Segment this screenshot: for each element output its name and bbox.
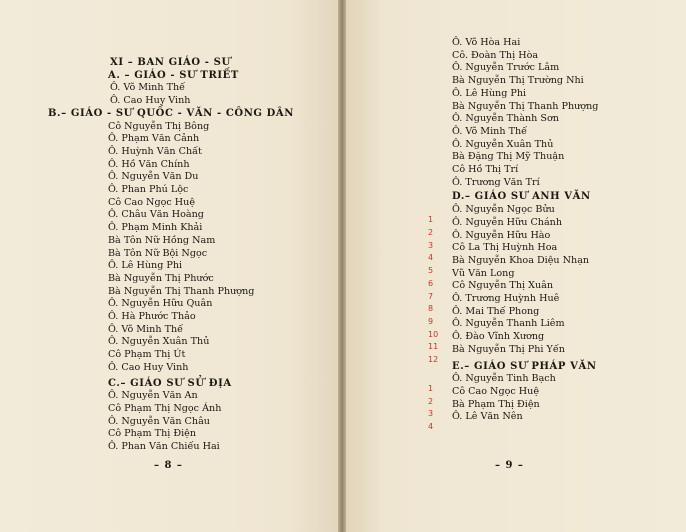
list-item: Ô. Võ Hòa Hai <box>452 37 521 48</box>
list-item: Cô Phạm Thị Út <box>108 349 186 361</box>
list-item: Bà Tôn Nữ Hồng Nam <box>108 234 216 246</box>
margin-mark: 6 <box>428 279 434 288</box>
list-item: Ô. Nguyễn Hữu Chánh <box>452 216 563 228</box>
list-item: Ô. Nguyễn Xuân Thủ <box>452 138 554 150</box>
margin-mark: 9 <box>428 317 434 326</box>
list-item: Bà Nguyễn Thị Phước <box>108 272 214 284</box>
margin-mark: 10 <box>428 330 439 339</box>
list-item: Ô. Nguyễn Xuân Thủ <box>108 336 210 348</box>
list-item: Ô. Nguyễn Tinh Bạch <box>452 373 556 385</box>
list-item: Bà Nguyễn Khoa Diệu Nhạn <box>452 254 590 266</box>
list-item: Cô La Thị Huỳnh Hoa <box>452 242 558 254</box>
list-item: Ô. Huỳnh Văn Chất <box>108 145 202 157</box>
section-d-heading: D.– GIÁO SƯ ANH VĂN <box>452 191 591 203</box>
list-item: Ô. Nguyễn Văn Châu <box>108 415 210 427</box>
list-item: Cô Cao Ngọc Huệ <box>108 196 196 208</box>
margin-mark: 5 <box>428 266 434 275</box>
left-page-text <box>48 57 333 454</box>
list-item: Ô. Nguyễn Ngọc Bửu <box>452 204 555 216</box>
section-title: XI – BAN GIÁO - SƯ <box>110 57 231 68</box>
list-item: Bà Tôn Nữ Bội Ngọc <box>108 247 208 259</box>
section-a-heading: A. – GIÁO - SƯ TRIẾT <box>108 69 239 81</box>
list-item: Cô Nguyễn Thị Xuân <box>452 280 554 292</box>
margin-mark: 3 <box>428 409 434 418</box>
list-item: Ô. Nguyễn Thanh Liêm <box>452 318 565 330</box>
list-item: Ô. Phan Phú Lộc <box>108 184 189 196</box>
left-page <box>0 0 338 532</box>
right-page <box>346 0 686 532</box>
margin-mark: 12 <box>428 355 439 364</box>
list-item: Cô Phạm Thị Điện <box>108 428 197 440</box>
list-item: Ô. Nguyễn Hữu Quân <box>108 298 213 310</box>
list-item: Ô. Mai Thế Phong <box>452 305 540 317</box>
page-number: – 9 – <box>495 460 524 471</box>
list-item: Ô. Hồ Văn Chính <box>108 158 190 170</box>
list-item: Cô Nguyễn Thị Bông <box>108 120 210 132</box>
list-item: Cô Phạm Thị Ngọc Ánh <box>108 402 222 414</box>
list-item: Ô. Võ Minh Thế <box>452 125 528 137</box>
list-item: Cô. Đoàn Thị Hòa <box>452 49 539 61</box>
margin-mark: 4 <box>428 253 434 262</box>
list-item: Ô. Nguyễn Văn Du <box>108 171 199 183</box>
list-item: Bà Nguyễn Thị Thanh Phượng <box>108 285 255 297</box>
list-item: Ô. Phạm Minh Khải <box>108 222 203 234</box>
list-item: Bà Nguyễn Thị Thanh Phượng <box>452 100 599 112</box>
list-item: Ô. Võ Minh Thế <box>108 323 184 335</box>
list-item: Ô. Lê Hùng Phi <box>108 260 183 272</box>
list-item: Vũ Văn Long <box>452 267 515 279</box>
list-item: Ô. Hà Phước Thảo <box>108 311 196 323</box>
list-item: Ô. Võ Minh Thế <box>110 82 186 94</box>
list-item: Ô. Châu Văn Hoàng <box>108 209 204 221</box>
list-item: Ô. Cao Huy Vinh <box>108 361 189 373</box>
list-item: Ô. Nguyễn Trước Lâm <box>452 62 560 74</box>
book-gutter <box>338 0 346 532</box>
right-page-text <box>452 37 682 424</box>
section-c-heading: C.– GIÁO SƯ SỬ ĐỊA <box>108 377 232 389</box>
list-item: Bà Nguyễn Thị Phi Yến <box>452 343 565 355</box>
list-item: Ô. Phạm Văn Cảnh <box>108 133 200 145</box>
margin-mark: 1 <box>428 384 434 393</box>
list-item: Ô. Đào Vĩnh Xương <box>452 331 545 343</box>
list-item: Ô. Lê Hùng Phi <box>452 87 527 99</box>
list-item: Ô. Nguyễn Hữu Hào <box>452 229 551 241</box>
margin-mark: 2 <box>428 397 434 406</box>
list-item: Ô. Nguyễn Thành Sơn <box>452 113 559 125</box>
list-item: Ô. Phan Văn Chiếu Hai <box>108 441 220 453</box>
page-number: – 8 – <box>154 460 183 471</box>
list-item: Ô. Cao Huy Vinh <box>110 95 191 107</box>
section-b-heading: B.– GIÁO - SƯ QUỐC - VĂN - CÔNG DÂN <box>48 107 295 119</box>
list-item: Bà Đặng Thị Mỹ Thuận <box>452 151 565 163</box>
margin-mark: 8 <box>428 304 434 313</box>
list-item: Ô. Trương Văn Trí <box>452 176 540 188</box>
section-e-heading: E.– GIÁO SƯ PHÁP VĂN <box>452 360 597 372</box>
list-item: Cô Cao Ngọc Huệ <box>452 385 540 397</box>
margin-mark: 7 <box>428 292 434 301</box>
list-item: Bà Phạm Thị Điện <box>452 398 540 410</box>
margin-mark: 3 <box>428 241 434 250</box>
list-item: Bà Nguyễn Thị Trường Nhi <box>452 75 584 87</box>
margin-mark: 1 <box>428 215 434 224</box>
list-item: Ô. Trương Huỳnh Huê <box>452 293 560 305</box>
list-item: Ô. Lê Văn Nên <box>452 411 523 423</box>
margin-mark: 2 <box>428 228 434 237</box>
margin-mark: 4 <box>428 422 434 431</box>
list-item: Ô. Nguyễn Văn An <box>108 390 198 402</box>
margin-mark: 11 <box>428 342 439 351</box>
list-item: Cô Hồ Thị Trí <box>452 164 519 176</box>
